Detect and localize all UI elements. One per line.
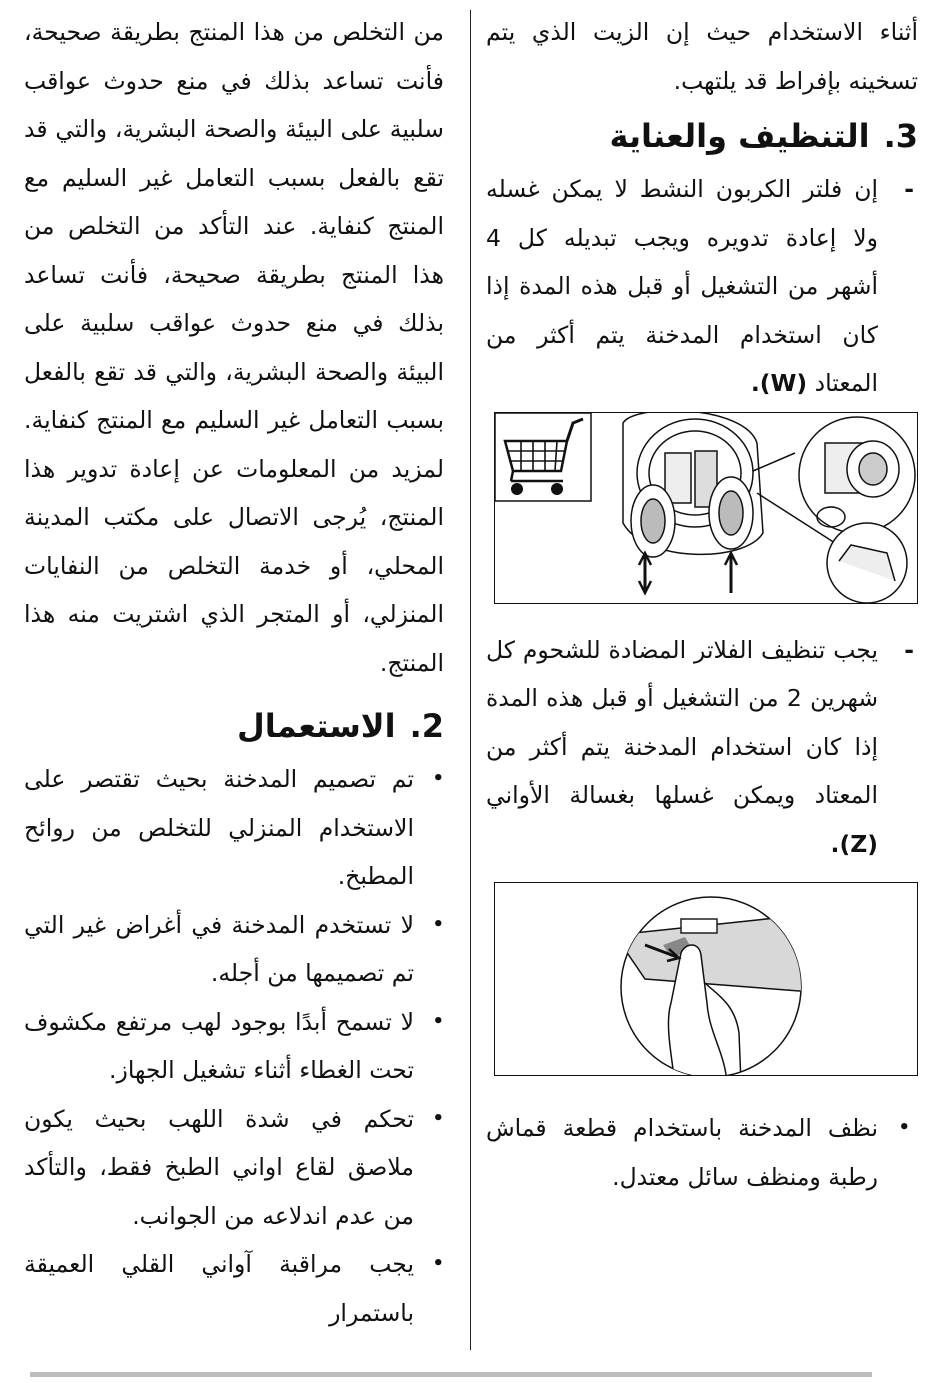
list-item	[24, 1240, 444, 1337]
dash-marker: -	[904, 175, 914, 203]
list-item	[24, 755, 444, 901]
zoom-detail	[799, 417, 915, 603]
shopping-cart-icon	[495, 413, 591, 501]
footer-rule	[30, 1372, 872, 1377]
bullet-marker: •	[432, 1010, 444, 1032]
item-text: إن فلتر الكربون النشط لا يمكن غسله ولا إعادة تدويره ويجب تبديله كل 4 أشهر من التشغيل أو قبل هذه المدة إذا كان استخدام المدخنة يتم أكثر من المعتاد	[486, 175, 878, 397]
bullet-marker: •	[432, 913, 444, 935]
item-text: لا تسمح أبدًا بوجود لهب مرتفع مكشوف تحت الغطاء أثناء تشغيل الجهاز.	[24, 1007, 414, 1084]
item-text: نظف المدخنة باستخدام قطعة قماش رطبة ومنظف سائل معتدل.	[486, 1114, 878, 1191]
intro-paragraph: أثناء الاستخدام حيث إن الزيت الذي يتم تسخينه بإفراط قد يلتهب.	[486, 18, 918, 95]
list-item	[486, 626, 918, 869]
bullet-marker: •	[432, 1253, 444, 1274]
heading-title: التنظيف والعناية	[609, 117, 870, 155]
item-text: تم تصميم المدخنة بحيث تقتصر على الاستخدام المنزلي للتخلص من روائح المطبخ.	[24, 765, 414, 890]
grease-filter-illustration	[495, 883, 925, 1075]
disposal-paragraph: من التخلص من هذا المنتج بطريقة صحيحة، فأنت تساعد بذلك في منع حدوث عواقب سلبية على البيئة والصحة البشرية، والتي قد تقع بالفعل بسبب التعامل غير السليم مع المنتج كنفاية. عند التأكد من التخلص من هذا المنتج بطريقة صحيحة، فأنت تساعد بذلك في منع حدوث عواقب سلبية على البيئة والصحة البشرية، والتي قد تقع بالفعل بسبب التعامل غير السليم مع المنتج كنفاية. لمزيد من المعلومات عن إعادة تدوير هذا المنتج، يُرجى الاتصال على مكتب المدينة المحلي، أو خدمة التخلص من النفايات المنزلي، أو المتجر الذي اشتريت منه هذا المنتج.	[24, 18, 444, 677]
item-text: تحكم في شدة اللهب بحيث يكون ملاصق لقاع اواني الطبخ فقط، والتأكد من عدم اندلاعه من الجوانب.	[24, 1104, 414, 1230]
right-column	[486, 8, 918, 1201]
list-item	[24, 998, 444, 1095]
heading-title: الاستعمال	[236, 707, 396, 745]
left-column	[24, 8, 444, 1337]
figure-reference: (W).	[750, 369, 808, 397]
bullet-marker: •	[898, 1117, 910, 1138]
section-heading-cleaning	[486, 111, 918, 161]
column-divider	[470, 10, 471, 1350]
heading-number: 3.	[883, 117, 918, 155]
list-item	[486, 1104, 918, 1201]
section-heading-usage	[24, 701, 444, 751]
bullet-marker: •	[432, 1107, 444, 1129]
figure-reference: (Z).	[830, 829, 878, 858]
list-item	[486, 165, 918, 408]
item-text: لا تستخدم المدخنة في أغراض غير التي تم تصميمها من أجله.	[24, 910, 414, 987]
hood-housing	[623, 413, 835, 593]
item-text: يجب مراقبة آواني القلي العميقة باستمرار	[24, 1250, 414, 1327]
heading-number: 2.	[409, 707, 444, 745]
figure-z	[494, 882, 918, 1076]
item-text: يجب تنظيف الفلاتر المضادة للشحوم كل شهرين 2 من التشغيل أو قبل هذه المدة إذا كان استخدام المدخنة يتم أكثر من المعتاد ويمكن غسلها بغسالة الأواني	[486, 635, 879, 809]
figure-w	[494, 412, 918, 604]
bullet-marker: •	[432, 768, 444, 789]
filter-housing-illustration	[495, 413, 925, 603]
list-item	[24, 901, 444, 998]
dash-marker: -	[904, 635, 914, 664]
list-item	[24, 1095, 444, 1241]
